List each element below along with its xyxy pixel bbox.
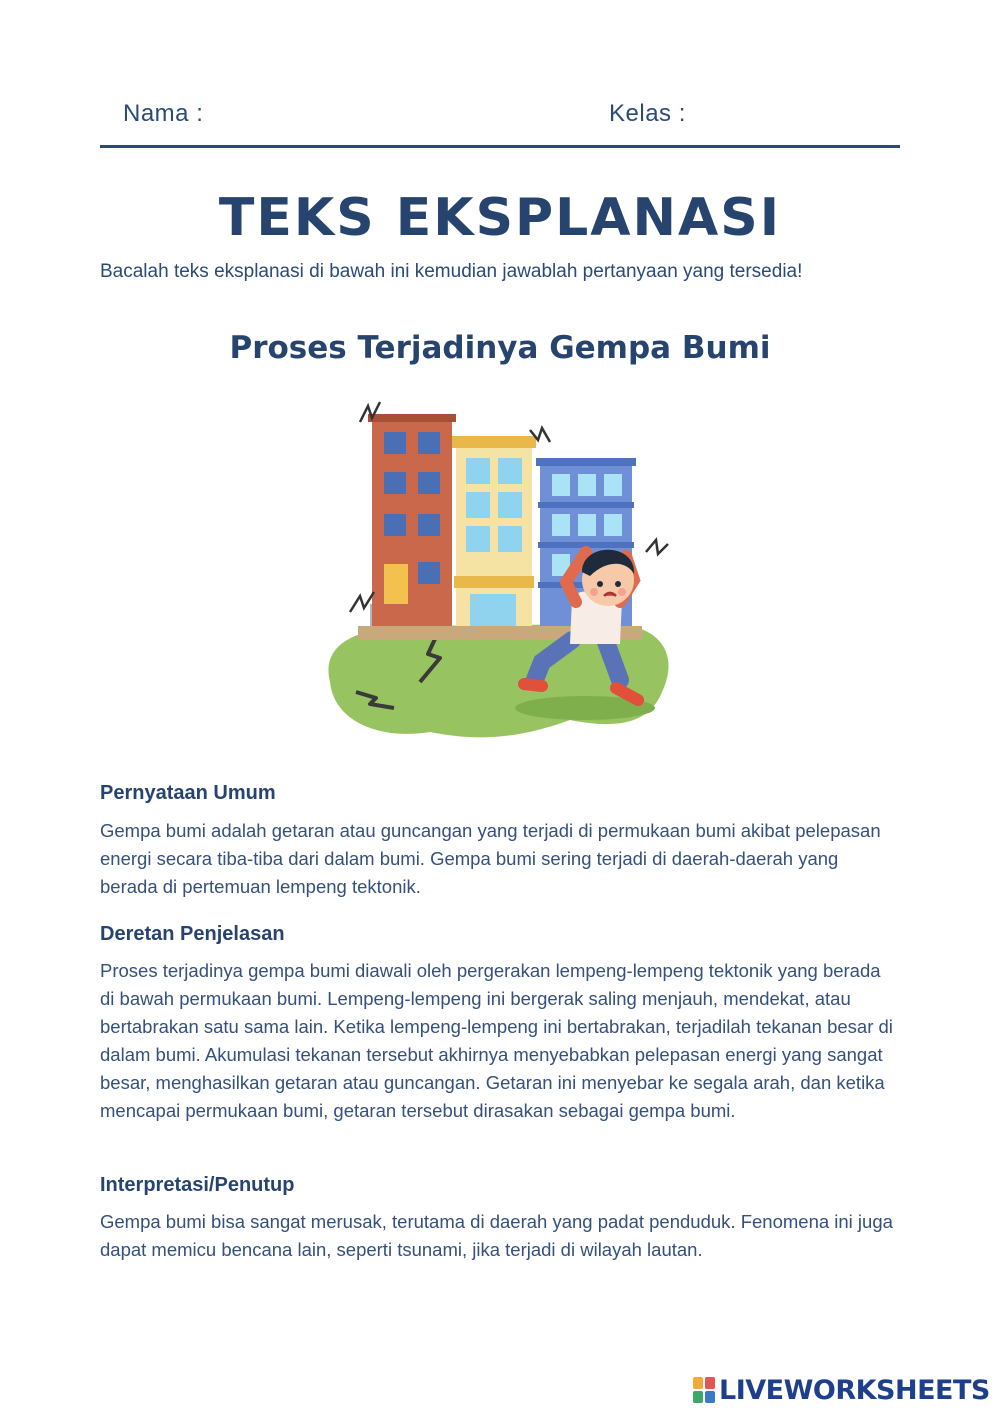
header-divider xyxy=(100,145,900,148)
liveworksheets-logo xyxy=(693,1374,990,1406)
liveworksheets-logo-icon xyxy=(693,1377,715,1403)
body-interpretasi-penutup: Gempa bumi bisa sangat merusak, terutama di daerah yang padat penduduk. Fenomena ini juga dapat memicu bencana lain, seperti tsunami, jika terjadi di wilayah lautan. xyxy=(100,1211,893,1260)
page-title: TEKS EKSPLANASI xyxy=(218,188,782,248)
liveworksheets-logo-text: LIVEWORKSHEETS xyxy=(719,1374,990,1406)
section-subtitle: Proses Terjadinya Gempa Bumi xyxy=(229,330,771,366)
body-deretan-penjelasan: Proses terjadinya gempa bumi diawali oleh pergerakan lempeng-lempeng tektonik yang berada di bawah permukaan bumi. Lempeng-lempeng ini bergerak saling menjauh, mendekat, atau bertabrakan satu sama lain. Ketika lempeng-lempeng ini bertabrakan, terjadilah tekanan besar di dalam bumi. Akumulasi tekanan tersebut akhirnya menyebabkan pelepasan energi yang sangat besar, menghasilkan getaran atau guncangan. Getaran ini menyebar ke segala arah, dan ketika mencapai permukaan bumi, getaran tersebut dirasakan sebagai gempa bumi. xyxy=(100,960,893,1121)
body-pernyataan-umum: Gempa bumi adalah getaran atau guncangan yang terjadi di permukaan bumi akibat pelepasan energi secara tiba-tiba dari dalam bumi. Gempa bumi sering terjadi di daerah-daerah yang berada di pertemuan lempeng tektonik. xyxy=(100,820,881,897)
class-label: Kelas : xyxy=(609,100,686,127)
heading-deretan-penjelasan: Deretan Penjelasan xyxy=(100,923,285,945)
earthquake-buildings-boy-illustration xyxy=(320,392,680,752)
heading-pernyataan-umum: Pernyataan Umum xyxy=(100,782,276,804)
name-label: Nama : xyxy=(123,100,204,127)
heading-interpretasi-penutup: Interpretasi/Penutup xyxy=(100,1174,295,1196)
instruction-text: Bacalah teks eksplanasi di bawah ini kemudian jawablah pertanyaan yang tersedia! xyxy=(100,261,803,282)
